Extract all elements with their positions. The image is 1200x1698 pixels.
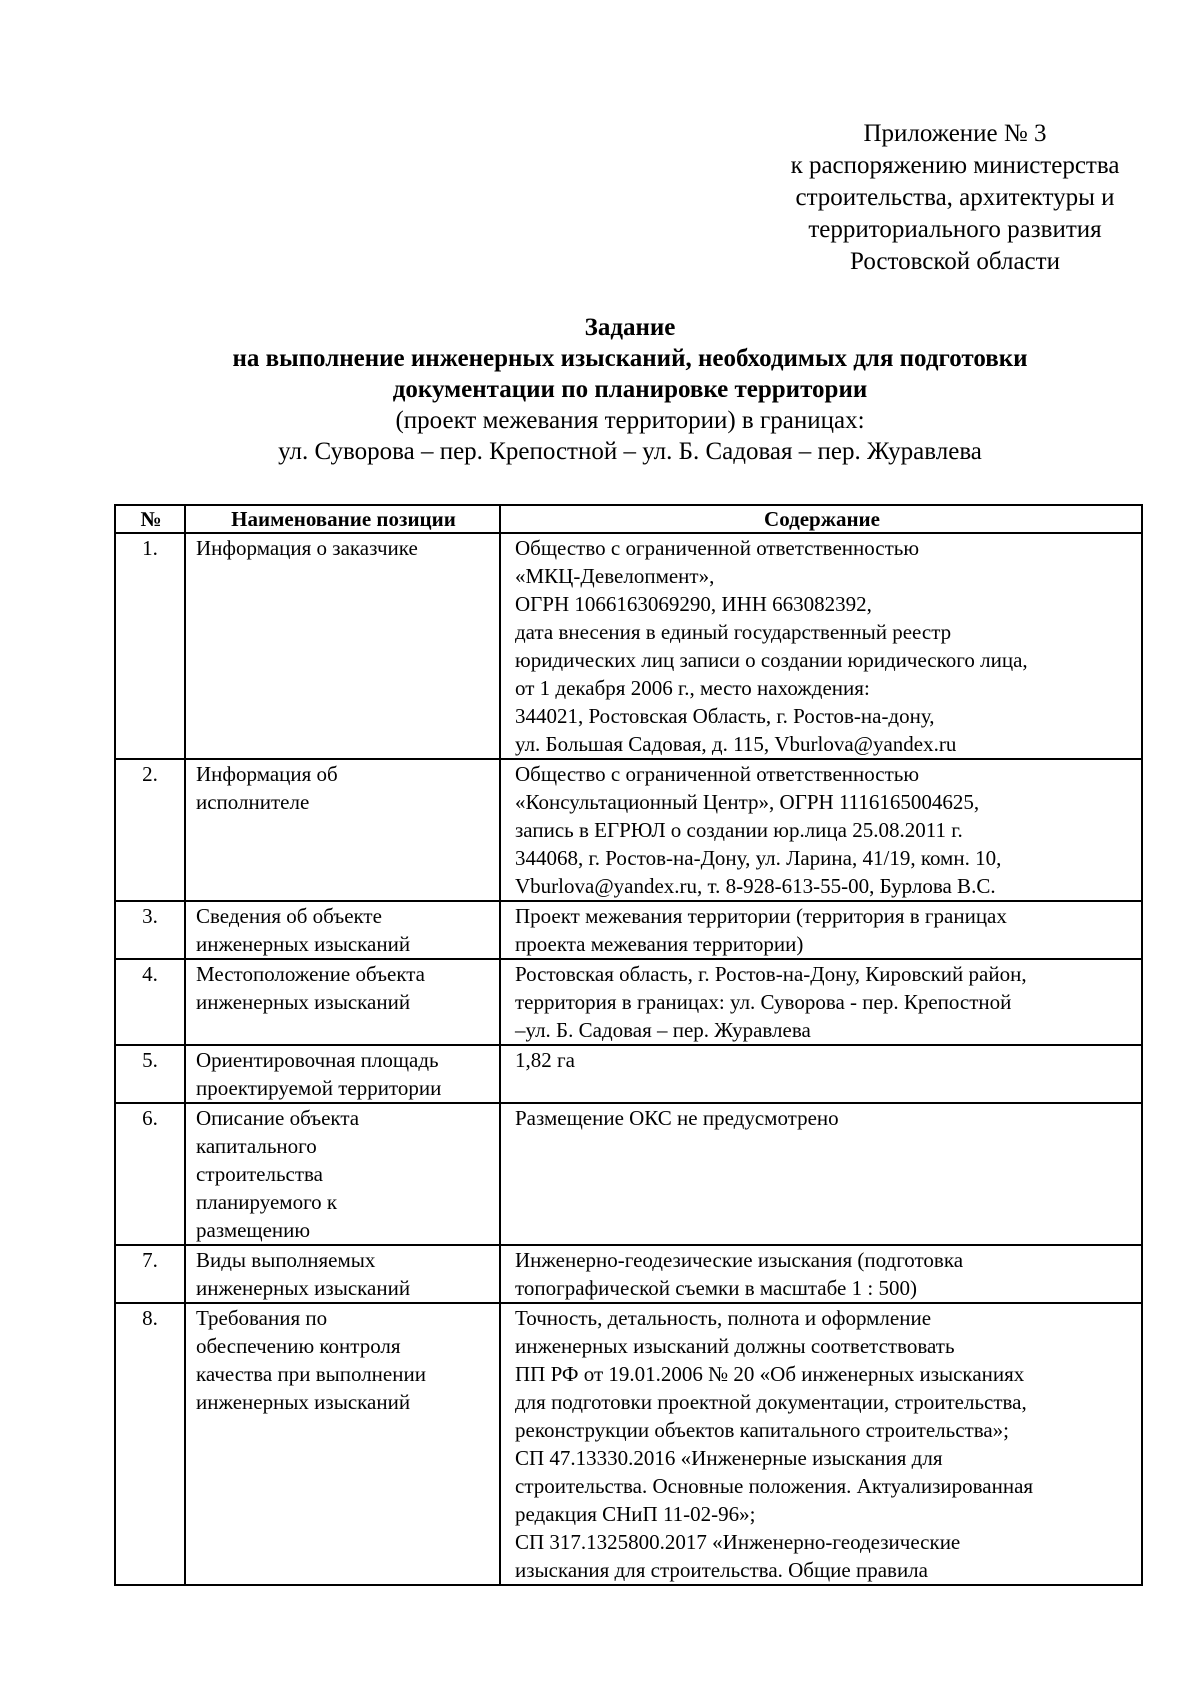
content-line: изыскания для строительства. Общие правила [515, 1558, 928, 1582]
content-line: территория в границах: ул. Суворова - пер. Крепостной [515, 990, 1012, 1014]
row-position-name [185, 533, 500, 759]
header-number: № [115, 505, 185, 533]
position-name-line: размещению [196, 1218, 311, 1242]
row-content [500, 1303, 1142, 1585]
position-name-line: Ориентировочная площадь [196, 1048, 439, 1072]
row-number: 1. [115, 533, 185, 759]
row-content [500, 533, 1142, 759]
table-row [115, 959, 1142, 1045]
row-number: 5. [115, 1045, 185, 1103]
position-name-line: качества при выполнении [196, 1362, 426, 1386]
position-name-line: Требования по [196, 1306, 328, 1330]
content-line: Проект межевания территории (территория в границах [515, 904, 1007, 928]
content-line: от 1 декабря 2006 г., место нахождения: [515, 676, 870, 700]
position-name-line: исполнителе [196, 790, 310, 814]
content-line: 344021, Ростовская Область, г. Ростов-на-дону, [515, 704, 935, 728]
row-content [500, 759, 1142, 901]
title-line: на выполнение инженерных изысканий, необходимых для подготовки [232, 345, 1028, 372]
specification-table [114, 504, 1143, 1586]
appendix-block [740, 118, 1170, 278]
content-line: ул. Большая Садовая, д. 115, Vburlova@yandex.ru [515, 732, 957, 756]
row-position-name [185, 901, 500, 959]
content-line: реконструкции объектов капитального строительства»; [515, 1418, 1009, 1442]
content-line: редакция СНиП 11-02-96»; [515, 1502, 756, 1526]
subtitle-line: (проект межевания территории) в границах: [395, 407, 865, 434]
position-name-line: Информация об [196, 762, 338, 786]
row-content [500, 1245, 1142, 1303]
content-line: запись в ЕГРЮЛ о создании юр.лица 25.08.2011 г. [515, 818, 963, 842]
table-row [115, 1103, 1142, 1245]
content-line: Vburlova@yandex.ru, т. 8-928-613-55-00, Бурлова В.С. [515, 874, 996, 898]
row-content [500, 1103, 1142, 1245]
row-content [500, 959, 1142, 1045]
position-name-line: инженерных изысканий [196, 1390, 411, 1414]
content-line: Размещение ОКС не предусмотрено [515, 1106, 839, 1130]
row-content [500, 901, 1142, 959]
content-line: 1,82 га [515, 1048, 575, 1072]
content-line: ОГРН 1066163069290, ИНН 663082392, [515, 592, 872, 616]
row-position-name [185, 1045, 500, 1103]
table-row [115, 1045, 1142, 1103]
appendix-line: территориального развития [808, 216, 1102, 243]
content-line: топографической съемки в масштабе 1 : 500) [515, 1276, 917, 1300]
position-name-line: инженерных изысканий [196, 990, 411, 1014]
position-name-line: Сведения об объекте [196, 904, 382, 928]
title-line: Задание [584, 314, 676, 341]
header-position-name: Наименование позиции [185, 505, 500, 533]
appendix-line: Приложение № 3 [863, 120, 1047, 147]
table-row [115, 1303, 1142, 1585]
position-name-line: планируемого к [196, 1190, 338, 1214]
row-number: 6. [115, 1103, 185, 1245]
row-number: 2. [115, 759, 185, 901]
content-line: Общество с ограниченной ответственностью [515, 536, 920, 560]
position-name-line: строительства [196, 1162, 324, 1186]
position-name-line: Описание объекта [196, 1106, 360, 1130]
content-line: инженерных изысканий должны соответствовать [515, 1334, 955, 1358]
content-line: –ул. Б. Садовая – пер. Журавлева [515, 1018, 811, 1042]
row-content [500, 1045, 1142, 1103]
position-name-line: проектируемой территории [196, 1076, 442, 1100]
row-number: 7. [115, 1245, 185, 1303]
row-position-name [185, 1245, 500, 1303]
position-name-line: Местоположение объекта [196, 962, 426, 986]
appendix-line: строительства, архитектуры и [795, 184, 1115, 211]
title-line: документации по планировке территории [392, 376, 868, 403]
content-line: ПП РФ от 19.01.2006 № 20 «Об инженерных изысканиях [515, 1362, 1025, 1386]
table-row [115, 901, 1142, 959]
row-number: 8. [115, 1303, 185, 1585]
content-line: СП 317.1325800.2017 «Инженерно-геодезические [515, 1530, 961, 1554]
content-line: «Консультационный Центр», ОГРН 1116165004625, [515, 790, 980, 814]
table-header-row [115, 505, 1142, 533]
row-position-name [185, 759, 500, 901]
content-line: строительства. Основные положения. Актуализированная [515, 1474, 1034, 1498]
table-row [115, 759, 1142, 901]
row-number: 4. [115, 959, 185, 1045]
content-line: Инженерно-геодезические изыскания (подготовка [515, 1248, 964, 1272]
content-line: Общество с ограниченной ответственностью [515, 762, 920, 786]
appendix-line: Ростовской области [850, 248, 1060, 275]
position-name-line: Виды выполняемых [196, 1248, 376, 1272]
content-line: юридических лиц записи о создании юридического лица, [515, 648, 1028, 672]
row-position-name [185, 959, 500, 1045]
position-name-line: Информация о заказчике [196, 536, 418, 560]
subtitle-line: ул. Суворова – пер. Крепостной – ул. Б. Садовая – пер. Журавлева [278, 438, 982, 465]
content-line: СП 47.13330.2016 «Инженерные изыскания для [515, 1446, 943, 1470]
content-line: Ростовская область, г. Ростов-на-Дону, Кировский район, [515, 962, 1027, 986]
position-name-line: капитального [196, 1134, 317, 1158]
table-row [115, 533, 1142, 759]
table-body [115, 533, 1142, 1585]
content-line: «МКЦ-Девелопмент», [515, 564, 715, 588]
header-content: Содержание [500, 505, 1142, 533]
document-title [60, 312, 1200, 467]
row-number: 3. [115, 901, 185, 959]
position-name-line: инженерных изысканий [196, 1276, 411, 1300]
row-position-name [185, 1303, 500, 1585]
content-line: Точность, детальность, полнота и оформление [515, 1306, 932, 1330]
content-line: дата внесения в единый государственный реестр [515, 620, 952, 644]
position-name-line: обеспечению контроля [196, 1334, 401, 1358]
position-name-line: инженерных изысканий [196, 932, 411, 956]
appendix-line: к распоряжению министерства [790, 152, 1120, 179]
row-position-name [185, 1103, 500, 1245]
content-line: для подготовки проектной документации, строительства, [515, 1390, 1027, 1414]
content-line: 344068, г. Ростов-на-Дону, ул. Ларина, 41/19, комн. 10, [515, 846, 1002, 870]
content-line: проекта межевания территории) [515, 932, 804, 956]
table-row [115, 1245, 1142, 1303]
